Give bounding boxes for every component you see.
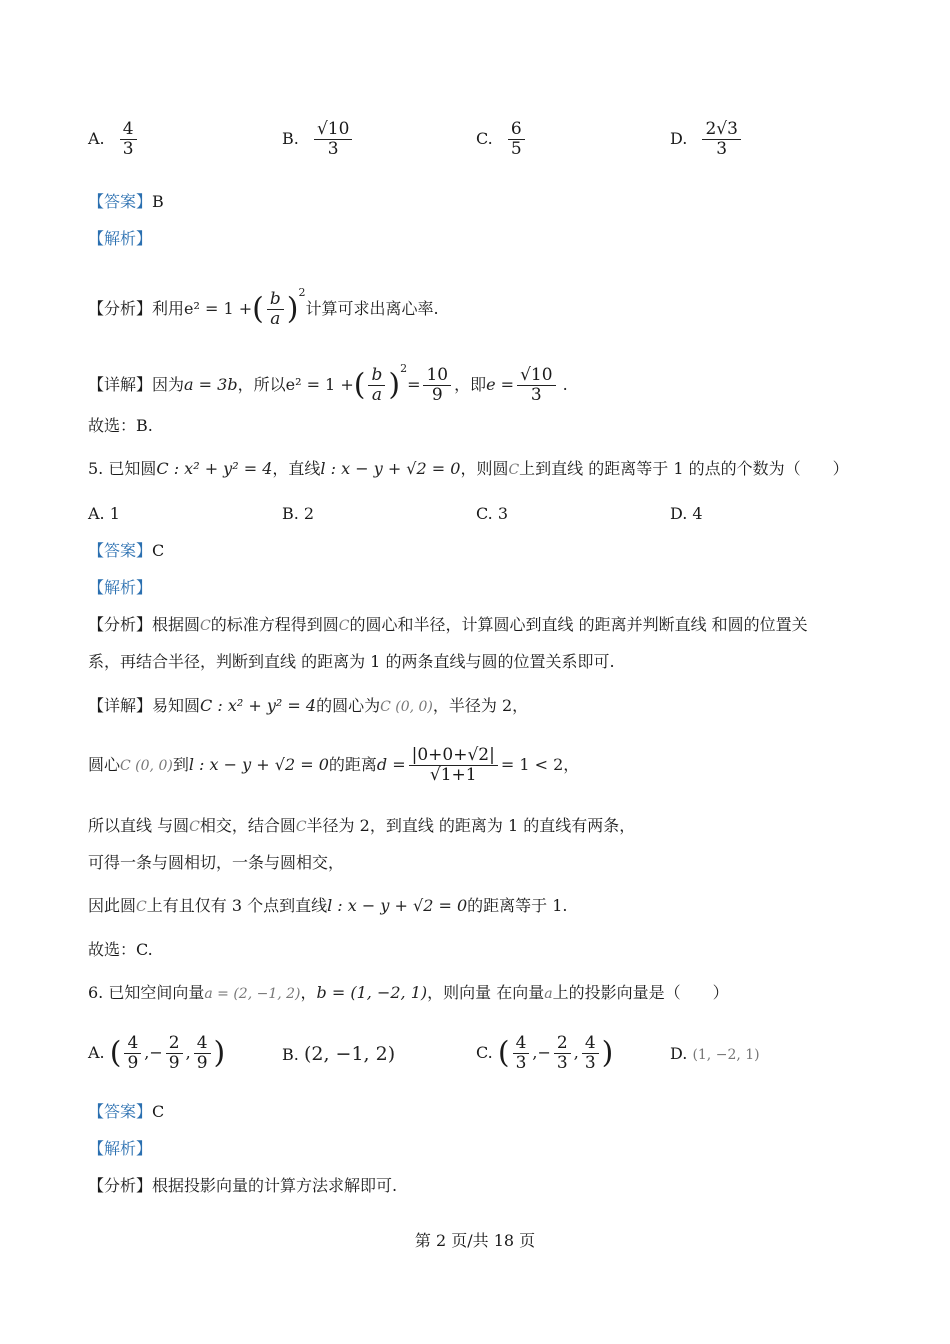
text: 因此圆	[88, 896, 137, 915]
text: 的圆心为	[316, 696, 381, 715]
fenxi-tag: 【分析】	[88, 299, 153, 318]
q5-option-c: C. 3	[476, 504, 509, 523]
text: ，则向量 在向量	[427, 983, 545, 1002]
option-label: B.	[282, 1045, 299, 1064]
q4-answer	[88, 191, 164, 213]
text: ，则圆	[460, 459, 509, 478]
fenxi-tag: 【分析】	[88, 615, 153, 634]
q5-option-d: D. 4	[670, 504, 703, 523]
left-paren: (	[353, 367, 366, 403]
comma: ,	[185, 1043, 191, 1062]
text: 上到直线 的距离等于 1 的点的个数为（ ）	[519, 459, 849, 478]
q5-fenxi-line1	[88, 614, 808, 637]
formula: b = (1, −2, 1)	[316, 983, 428, 1002]
text: ，半径为 2，	[432, 696, 529, 715]
denominator: a	[270, 309, 281, 329]
formula: C	[189, 819, 200, 835]
q5-conclusion	[88, 939, 153, 961]
q5-fenxi-line2	[88, 651, 615, 673]
formula: C : x² + y² = 4	[156, 459, 273, 478]
formula: l : x − y + √2 = 0	[188, 755, 329, 774]
option-label: A.	[88, 129, 105, 148]
numerator: √10	[517, 366, 555, 386]
q4-fenxi	[88, 268, 439, 334]
analysis-tag: 【解析】	[88, 1139, 153, 1158]
q4-option-d	[670, 120, 744, 159]
numerator: |0+0+√2|	[409, 746, 498, 766]
denominator: √1+1	[429, 765, 477, 785]
detail-tag: 【详解】	[88, 375, 153, 394]
text: 根据投影向量的计算方法求解即可.	[152, 1176, 398, 1195]
denominator: a	[371, 385, 382, 405]
formula: a	[544, 986, 553, 1002]
denominator: 3	[515, 1053, 527, 1073]
text: 上有且仅有 3 个点到直线	[146, 896, 328, 915]
denominator: 3	[584, 1053, 596, 1073]
answer-tag: 【答案】	[88, 1102, 153, 1121]
q5-analysis-tag	[88, 577, 152, 599]
q6-analysis-tag	[88, 1138, 152, 1160]
fraction	[409, 746, 498, 785]
formula: C (0, 0)	[380, 699, 433, 715]
text: 计算可求出离心率.	[305, 299, 439, 318]
text: ，	[300, 983, 317, 1002]
numerator: 10	[423, 366, 451, 386]
numerator: 2	[166, 1034, 183, 1054]
numerator: 4	[124, 1034, 141, 1054]
page-footer: 第 2 页/共 18 页	[414, 1231, 536, 1250]
fraction	[508, 120, 525, 159]
numerator: 4	[582, 1034, 599, 1054]
q5-detail-line2	[88, 740, 579, 791]
vector-components	[510, 1033, 602, 1073]
left-paren: (	[497, 1035, 510, 1071]
fraction	[517, 366, 555, 405]
formula: = 1 < 2	[500, 755, 564, 774]
analysis-tag: 【解析】	[88, 229, 153, 248]
numerator: 4	[120, 120, 137, 140]
comma: ,	[532, 1043, 538, 1062]
text: 可得一条与圆相切，一条与圆相交，	[88, 853, 345, 872]
exponent: 2	[400, 362, 408, 375]
fraction	[267, 290, 284, 329]
text: .	[562, 375, 568, 394]
option-value: (2, −1, 2)	[303, 1043, 396, 1065]
right-paren: )	[286, 291, 299, 327]
denominator: 3	[556, 1053, 568, 1073]
text: 的距离	[328, 755, 377, 774]
formula: C (0, 0)	[120, 758, 173, 774]
formula: C	[200, 618, 211, 634]
minus-sign: −	[149, 1043, 163, 1062]
option-label: C.	[476, 129, 493, 148]
numerator: 2	[554, 1034, 571, 1054]
q5-answer	[88, 540, 164, 562]
q4-option-b	[282, 120, 355, 159]
text: 因为	[152, 375, 185, 394]
q6-option-c	[476, 1028, 613, 1078]
text: 的距离等于 1.	[467, 896, 568, 915]
answer-tag: 【答案】	[88, 541, 153, 560]
numerator: √10	[314, 120, 352, 140]
exponent: 2	[298, 286, 306, 299]
q6-option-a	[88, 1028, 225, 1078]
q4-option-c	[476, 120, 528, 159]
q6-stem	[88, 982, 729, 1005]
fraction	[513, 1034, 530, 1073]
q5-detail-line1	[88, 695, 528, 718]
option-label: D.	[670, 129, 688, 148]
conclusion-text: 故选：B.	[88, 416, 153, 435]
right-paren: )	[213, 1035, 226, 1071]
right-paren: )	[601, 1035, 614, 1071]
denominator: 5	[510, 139, 522, 159]
text: 圆心	[88, 755, 121, 774]
numerator: 4	[194, 1034, 211, 1054]
denominator: 9	[127, 1053, 139, 1073]
option-value: (1, −2, 1)	[692, 1047, 760, 1063]
q4-option-a	[88, 120, 140, 159]
formula: a = (2, −1, 2)	[204, 986, 301, 1002]
text: ，	[563, 755, 580, 774]
q4-detail	[88, 344, 568, 410]
formula: e² = 1 +	[184, 299, 253, 318]
conclusion-text: 故选：C.	[88, 940, 153, 959]
q5-detail-line4	[88, 852, 344, 874]
right-paren: )	[388, 367, 401, 403]
equals: =	[407, 375, 421, 394]
q5-detail-line3	[88, 815, 635, 838]
left-paren: (	[252, 291, 264, 327]
denominator: 9	[431, 385, 443, 405]
formula: e =	[486, 375, 515, 394]
fraction	[423, 366, 451, 405]
formula: C	[338, 618, 350, 634]
text: 所以直线 与圆	[88, 816, 190, 835]
text: ，即	[454, 375, 487, 394]
text: 易知圆	[152, 696, 201, 715]
detail-tag: 【详解】	[88, 696, 153, 715]
formula: C	[295, 819, 307, 835]
denominator: 9	[168, 1053, 180, 1073]
q6-answer	[88, 1101, 164, 1123]
numerator: b	[368, 366, 385, 386]
text: 的标准方程得到圆	[210, 615, 339, 634]
q5-option-a: A. 1	[88, 504, 120, 523]
numerator: 6	[508, 120, 525, 140]
formula: d =	[376, 755, 406, 774]
vector-components	[121, 1033, 213, 1073]
comma: ,	[573, 1043, 579, 1062]
q6-option-b	[282, 1043, 395, 1066]
text: 6. 已知空间向量	[88, 983, 205, 1002]
answer-value: C	[152, 1102, 165, 1121]
comma: ,	[144, 1043, 150, 1062]
fraction	[166, 1034, 183, 1073]
formula: C	[136, 899, 147, 915]
text: ，直线	[272, 459, 321, 478]
text: 的圆心和半径，计算圆心到直线 的距离并判断直线 和圆的位置关	[349, 615, 808, 634]
answer-tag: 【答案】	[88, 192, 153, 211]
text: 系，再结合半径，判断到直线 的距离为 1 的两条直线与圆的位置关系即可.	[88, 652, 615, 671]
left-paren: (	[109, 1035, 122, 1071]
denominator: 3	[122, 139, 134, 159]
fenxi-tag: 【分析】	[88, 1176, 153, 1195]
answer-value: B	[152, 192, 164, 211]
text: 相交，结合圆	[199, 816, 296, 835]
denominator: 3	[327, 139, 339, 159]
analysis-tag: 【解析】	[88, 578, 153, 597]
minus-sign: −	[537, 1043, 551, 1062]
option-label: A.	[88, 1043, 105, 1062]
text: ，所以	[237, 375, 286, 394]
fraction	[314, 120, 352, 159]
q6-fenxi	[88, 1175, 397, 1197]
formula: e² = 1 +	[285, 375, 354, 394]
numerator: 4	[513, 1034, 530, 1054]
text: 利用	[152, 299, 185, 318]
fraction	[582, 1034, 599, 1073]
q4-analysis-tag	[88, 228, 152, 250]
formula: l : x − y + √2 = 0	[320, 459, 461, 478]
text: 到	[172, 755, 189, 774]
option-label: B.	[282, 129, 299, 148]
q4-conclusion	[88, 415, 153, 437]
formula: C : x² + y² = 4	[200, 696, 317, 715]
q5-option-b: B. 2	[282, 504, 315, 523]
q5-detail-line5	[88, 895, 567, 918]
denominator: 9	[196, 1053, 208, 1073]
fraction	[120, 120, 137, 159]
option-label: D.	[670, 1044, 688, 1063]
formula: l : x − y + √2 = 0	[327, 896, 468, 915]
formula: C	[508, 462, 520, 478]
text: 根据圆	[152, 615, 201, 634]
numerator: b	[267, 290, 284, 310]
text: 5. 已知圆	[88, 459, 157, 478]
fraction	[554, 1034, 571, 1073]
denominator: 3	[716, 139, 728, 159]
fraction	[368, 366, 385, 405]
text: 上的投影向量是（ ）	[552, 983, 729, 1002]
numerator: 2√3	[702, 120, 740, 140]
q5-stem	[88, 458, 849, 481]
fraction	[702, 120, 740, 159]
formula: a = 3b	[184, 375, 238, 394]
text: 半径为 2，到直线 的距离为 1 的直线有两条，	[306, 816, 636, 835]
denominator: 3	[530, 385, 542, 405]
fraction	[124, 1034, 141, 1073]
answer-value: C	[152, 541, 165, 560]
option-label: C.	[476, 1043, 493, 1062]
q6-option-d	[670, 1043, 760, 1066]
fraction	[194, 1034, 211, 1073]
